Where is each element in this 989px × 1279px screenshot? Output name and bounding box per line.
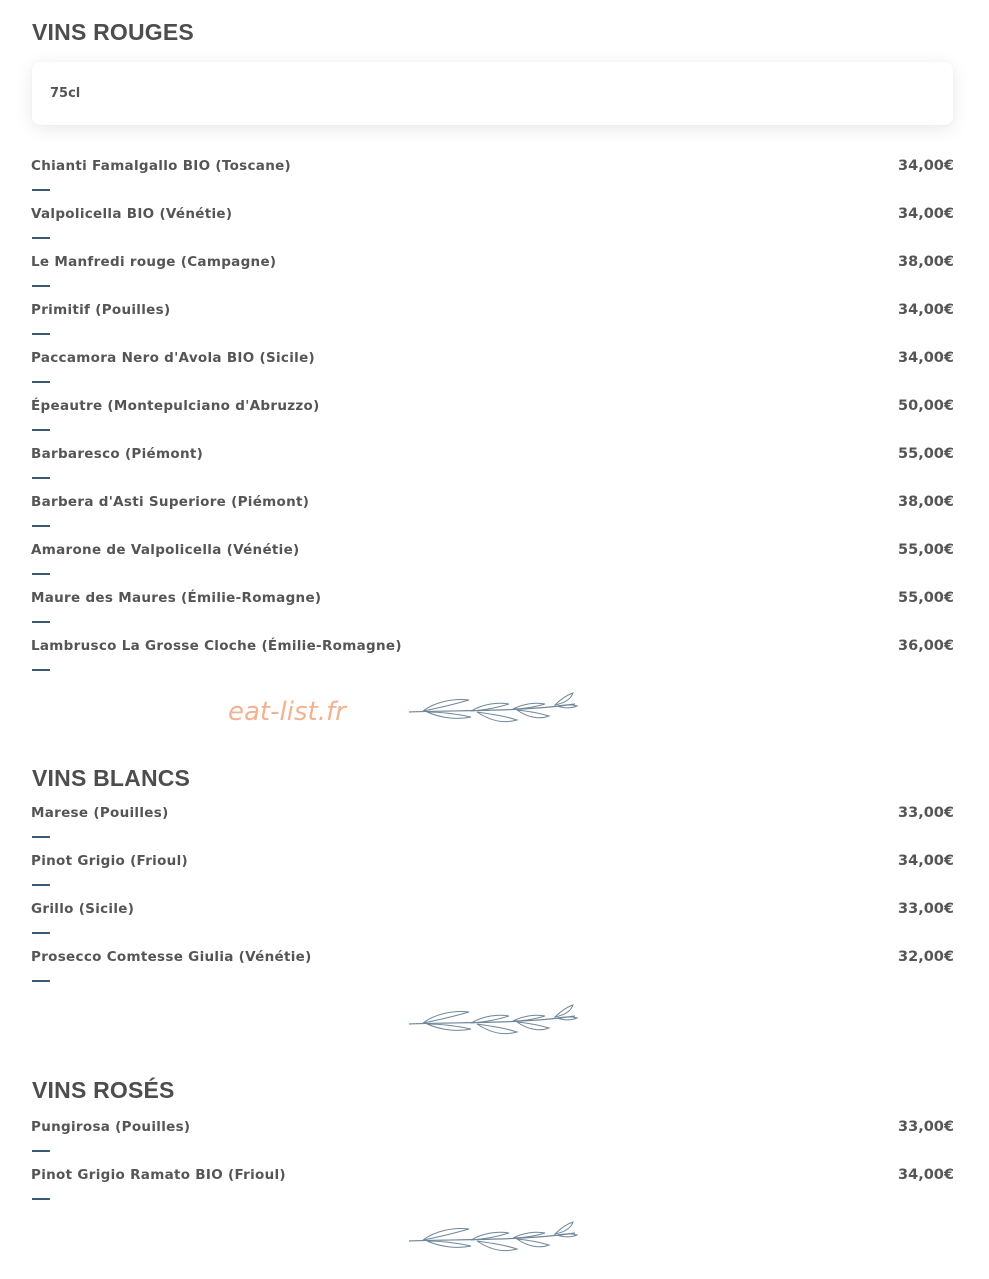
item-separator-dash: [32, 237, 50, 239]
wine-name: Chianti Famalgallo BIO (Toscane): [31, 158, 292, 174]
wine-price: 34,00€: [898, 158, 954, 174]
wine-name: Valpolicella BIO (Vénétie): [31, 206, 233, 222]
item-separator-dash: [32, 573, 50, 575]
wine-item: [31, 590, 954, 638]
wine-name: Prosecco Comtesse Giulia (Vénétie): [31, 949, 312, 965]
wine-price: 34,00€: [898, 206, 954, 222]
wine-price: 36,00€: [898, 638, 954, 654]
item-separator-dash: [32, 285, 50, 287]
watermark: eat-list.fr: [228, 697, 346, 727]
item-separator-dash: [32, 621, 50, 623]
section-title-rouges: VINS ROUGES: [32, 19, 194, 45]
wine-item: [31, 638, 954, 686]
item-separator-dash: [32, 1150, 50, 1152]
wine-item: [31, 494, 954, 542]
wine-name: Pungirosa (Pouilles): [31, 1119, 191, 1135]
wine-item: [31, 853, 954, 901]
wine-price: 50,00€: [898, 398, 954, 414]
olive-branch-icon: [405, 1002, 580, 1042]
wine-name: Paccamora Nero d'Avola BIO (Sicile): [31, 350, 316, 366]
item-separator-dash: [32, 525, 50, 527]
wine-name: Barbera d'Asti Superiore (Piémont): [31, 494, 310, 510]
wine-price: 32,00€: [898, 949, 954, 965]
wine-name: Épeautre (Montepulciano d'Abruzzo): [31, 398, 320, 414]
olive-branch-icon: [405, 690, 580, 730]
wine-price: 34,00€: [898, 853, 954, 869]
wine-name: Marese (Pouilles): [31, 805, 169, 821]
item-separator-dash: [32, 381, 50, 383]
wine-item: [31, 350, 954, 398]
wine-name: Pinot Grigio (Frioul): [31, 853, 188, 869]
item-separator-dash: [32, 884, 50, 886]
section-title-blancs: VINS BLANCS: [32, 765, 191, 791]
wine-price: 33,00€: [898, 1119, 954, 1135]
item-separator-dash: [32, 980, 50, 982]
item-separator-dash: [32, 333, 50, 335]
wine-item: [31, 1119, 954, 1167]
wine-name: Maure des Maures (Émilie-Romagne): [31, 590, 322, 606]
wine-item: [31, 1167, 954, 1215]
wine-name: Pinot Grigio Ramato BIO (Frioul): [31, 1167, 286, 1183]
wine-price: 38,00€: [898, 254, 954, 270]
wine-item: [31, 158, 954, 206]
wine-name: Lambrusco La Grosse Cloche (Émilie-Romagne): [31, 638, 402, 654]
wine-price: 34,00€: [898, 1167, 954, 1183]
bottle-size-card: [32, 62, 953, 125]
wine-item: [31, 805, 954, 853]
item-separator-dash: [32, 429, 50, 431]
wine-item: [31, 206, 954, 254]
wine-name: Primitif (Pouilles): [31, 302, 171, 318]
wine-item: [31, 901, 954, 949]
wine-price: 33,00€: [898, 805, 954, 821]
wine-item: [31, 542, 954, 590]
wine-item: [31, 302, 954, 350]
wine-price: 33,00€: [898, 901, 954, 917]
wine-item: [31, 446, 954, 494]
wine-price: 55,00€: [898, 590, 954, 606]
wine-price: 55,00€: [898, 542, 954, 558]
wine-item: [31, 949, 954, 997]
section-title-roses: VINS ROSÉS: [32, 1077, 175, 1103]
bottle-size-label: 75cl: [50, 86, 81, 101]
wine-price: 55,00€: [898, 446, 954, 462]
olive-branch-icon: [405, 1219, 580, 1259]
wine-price: 34,00€: [898, 302, 954, 318]
wine-price: 34,00€: [898, 350, 954, 366]
wine-name: Le Manfredi rouge (Campagne): [31, 254, 277, 270]
item-separator-dash: [32, 477, 50, 479]
item-separator-dash: [32, 932, 50, 934]
item-separator-dash: [32, 836, 50, 838]
wine-list-roses: [31, 1119, 954, 1215]
wine-item: [31, 398, 954, 446]
wine-item: [31, 254, 954, 302]
wine-list-rouges: [31, 158, 954, 686]
wine-name: Amarone de Valpolicella (Vénétie): [31, 542, 300, 558]
wine-list-blancs: [31, 805, 954, 997]
item-separator-dash: [32, 189, 50, 191]
item-separator-dash: [32, 1198, 50, 1200]
wine-price: 38,00€: [898, 494, 954, 510]
wine-name: Barbaresco (Piémont): [31, 446, 204, 462]
wine-name: Grillo (Sicile): [31, 901, 135, 917]
item-separator-dash: [32, 669, 50, 671]
